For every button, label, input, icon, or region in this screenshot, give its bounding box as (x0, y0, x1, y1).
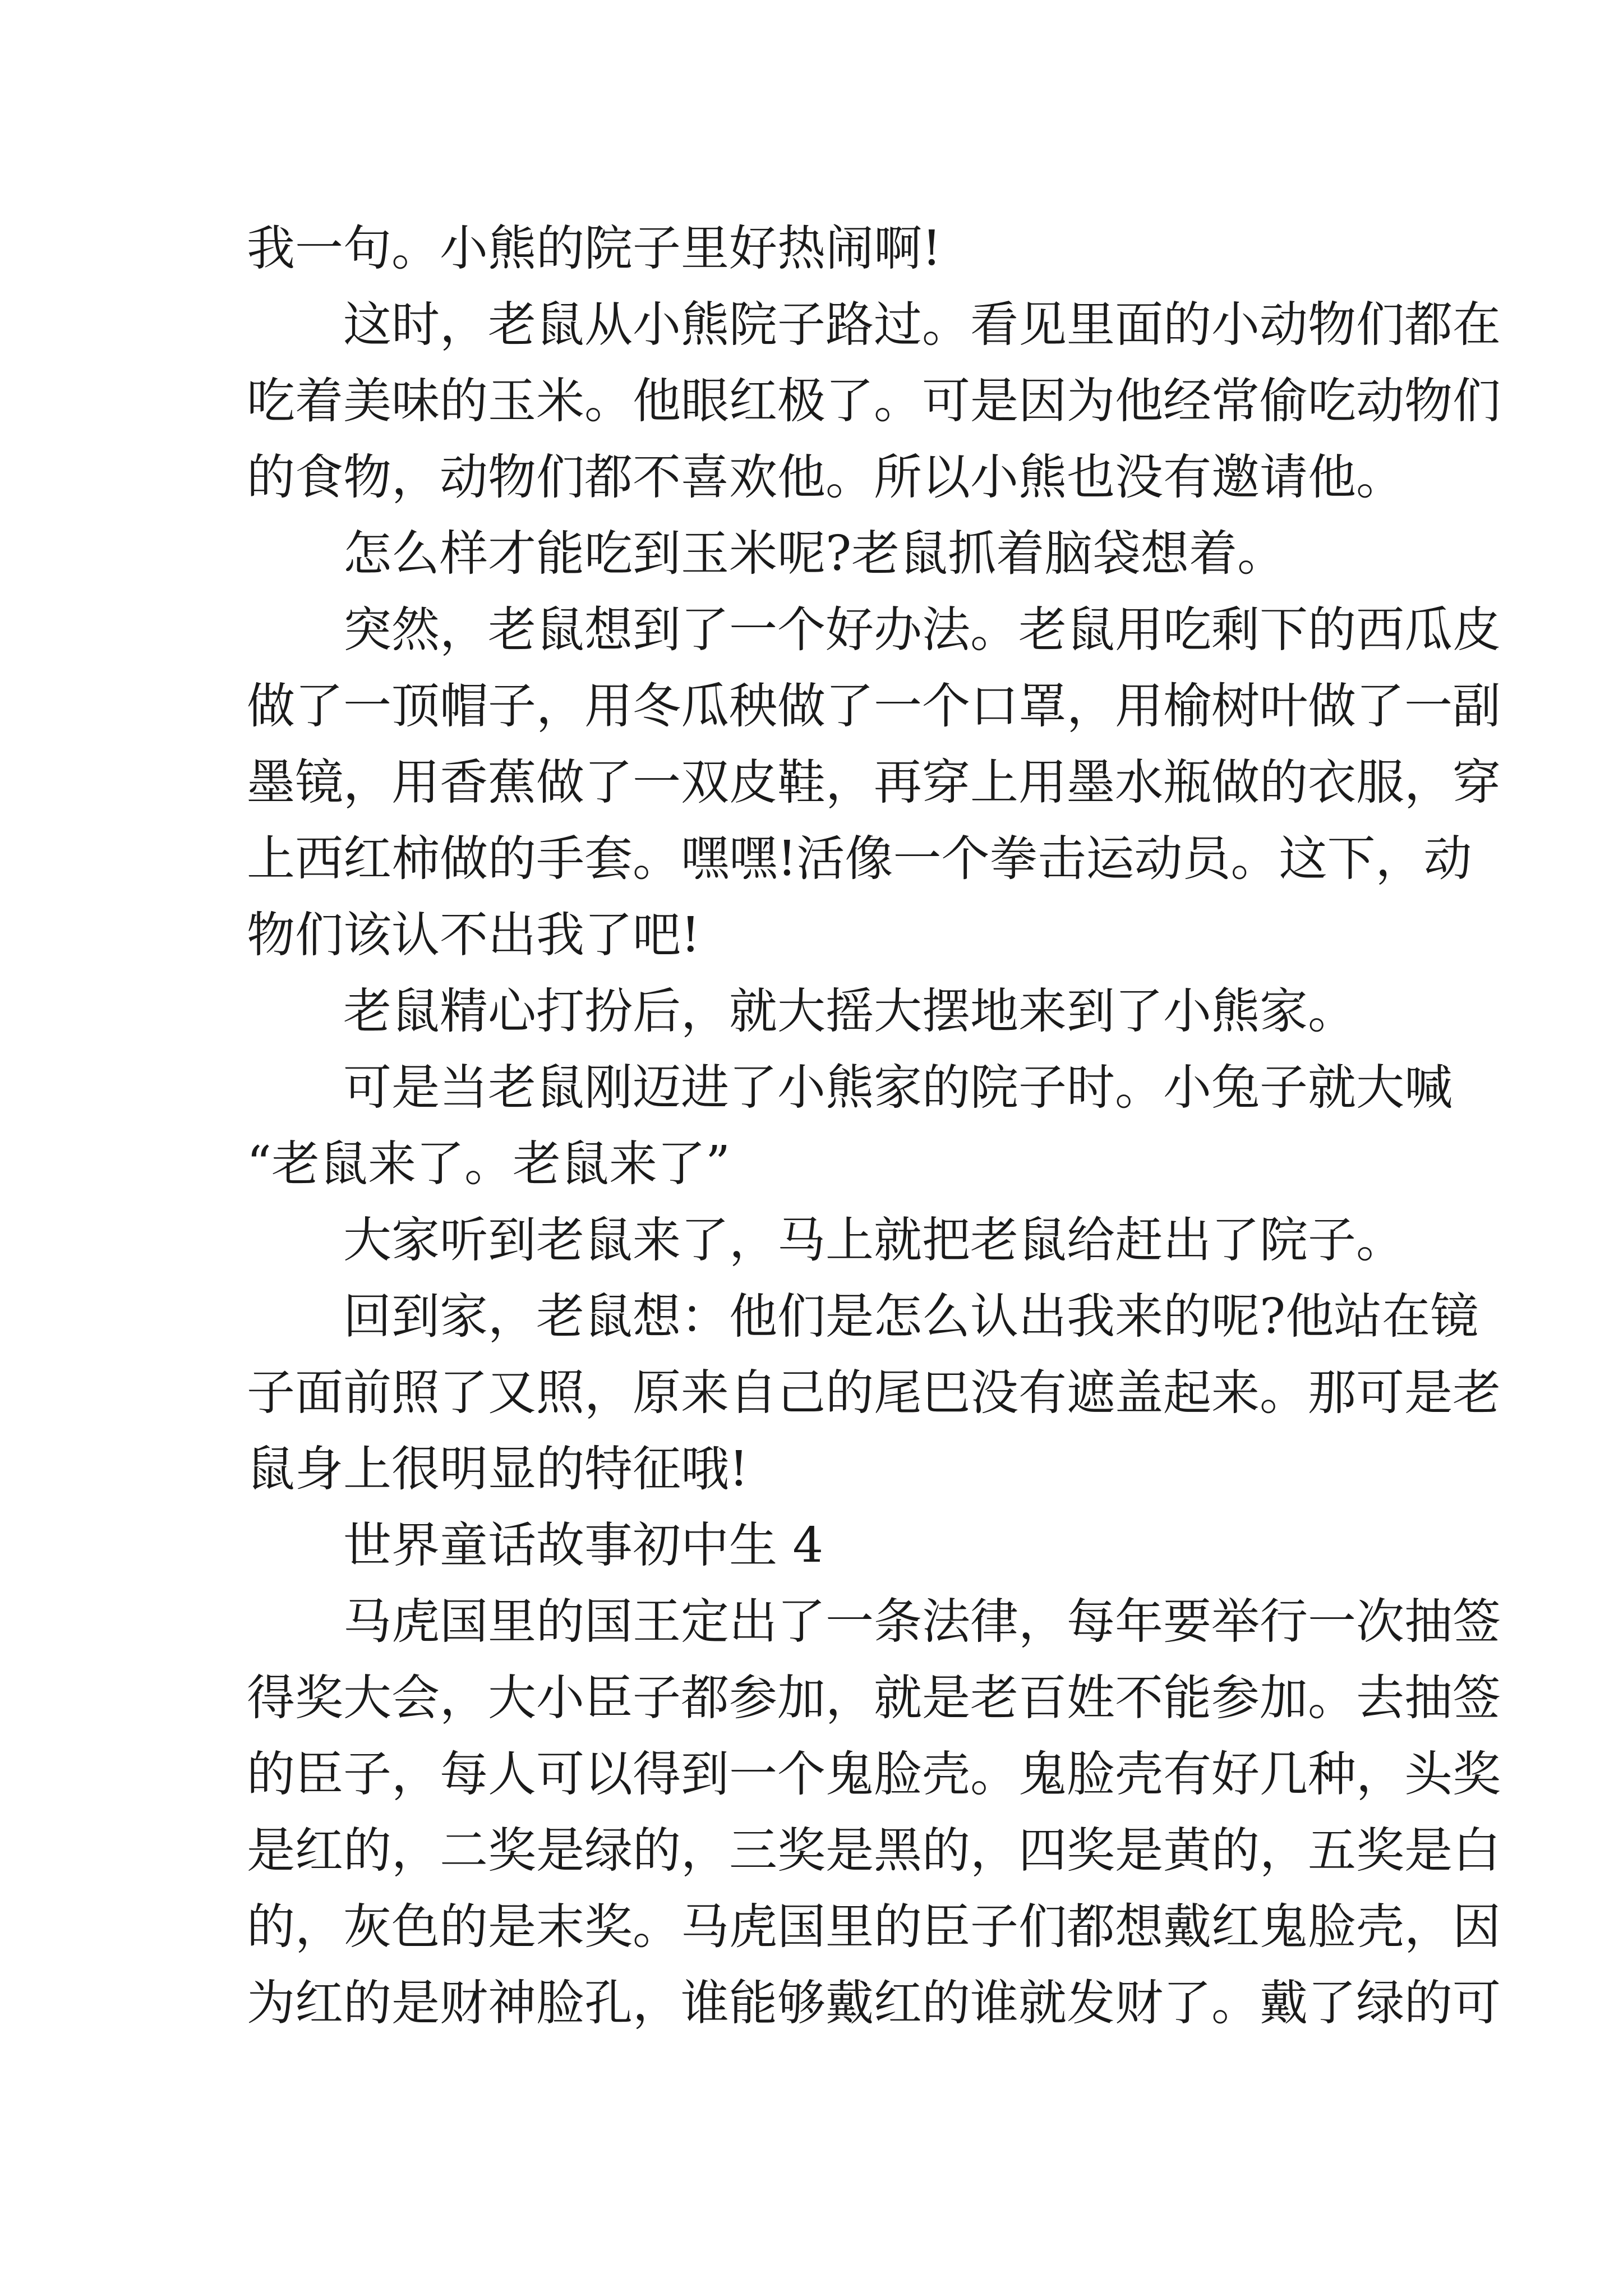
text-line: 大家听到老鼠来了，马上就把老鼠给赶出了院子。 (343, 1212, 1404, 1268)
text-line: 可是当老鼠刚迈进了小熊家的院子时。小兔子就大喊 (343, 1060, 1453, 1116)
text-line: 子面前照了又照，原来自己的尾巴没有遮盖起来。那可是老 (247, 1365, 1501, 1421)
text-line: 我一句。小熊的院子里好热闹啊! (247, 220, 942, 277)
text-line: 回到家，老鼠想：他们是怎么认出我来的呢?他站在镜 (343, 1289, 1479, 1345)
text-line: 物们该认不出我了吧! (247, 907, 700, 963)
text-line: 吃着美味的玉米。他眼红极了。可是因为他经常偷吃动物们 (247, 373, 1501, 429)
text-line: 是红的，二奖是绿的，三奖是黑的，四奖是黄的，五奖是白 (247, 1823, 1501, 1879)
text-line: 怎么样才能吃到玉米呢?老鼠抓着脑袋想着。 (343, 526, 1286, 582)
text-line: 马虎国里的国王定出了一条法律，每年要举行一次抽签 (343, 1594, 1501, 1650)
section-heading: 世界童话故事初中生 4 (343, 1517, 824, 1573)
text-line: 这时，老鼠从小熊院子路过。看见里面的小动物们都在 (343, 297, 1501, 353)
text-line: 为红的是财神脸孔，谁能够戴红的谁就发财了。戴了绿的可 (247, 1975, 1501, 2031)
text-line: 老鼠精心打扮后，就大摇大摆地来到了小熊家。 (343, 983, 1356, 1039)
text-line: 鼠身上很明显的特征哦! (247, 1441, 749, 1497)
text-line: 的，灰色的是末奖。马虎国里的臣子们都想戴红鬼脸壳，因 (247, 1899, 1501, 1955)
text-line: “老鼠来了。老鼠来了” (247, 1136, 730, 1192)
text-line: 墨镜，用香蕉做了一双皮鞋，再穿上用墨水瓶做的衣服，穿 (247, 754, 1501, 811)
text-line: 突然，老鼠想到了一个好办法。老鼠用吃剩下的西瓜皮 (343, 602, 1501, 658)
story-text (247, 210, 1501, 2041)
text-line: 的食物，动物们都不喜欢他。所以小熊也没有邀请他。 (247, 449, 1404, 505)
text-line: 做了一顶帽子，用冬瓜秧做了一个口罩，用榆树叶做了一副 (247, 678, 1501, 734)
text-line: 上西红柿做的手套。嘿嘿!活像一个拳击运动员。这下，动 (247, 831, 1472, 887)
text-line: 的臣子，每人可以得到一个鬼脸壳。鬼脸壳有好几种，头奖 (247, 1746, 1501, 1802)
text-line: 得奖大会，大小臣子都参加，就是老百姓不能参加。去抽签 (247, 1670, 1501, 1726)
